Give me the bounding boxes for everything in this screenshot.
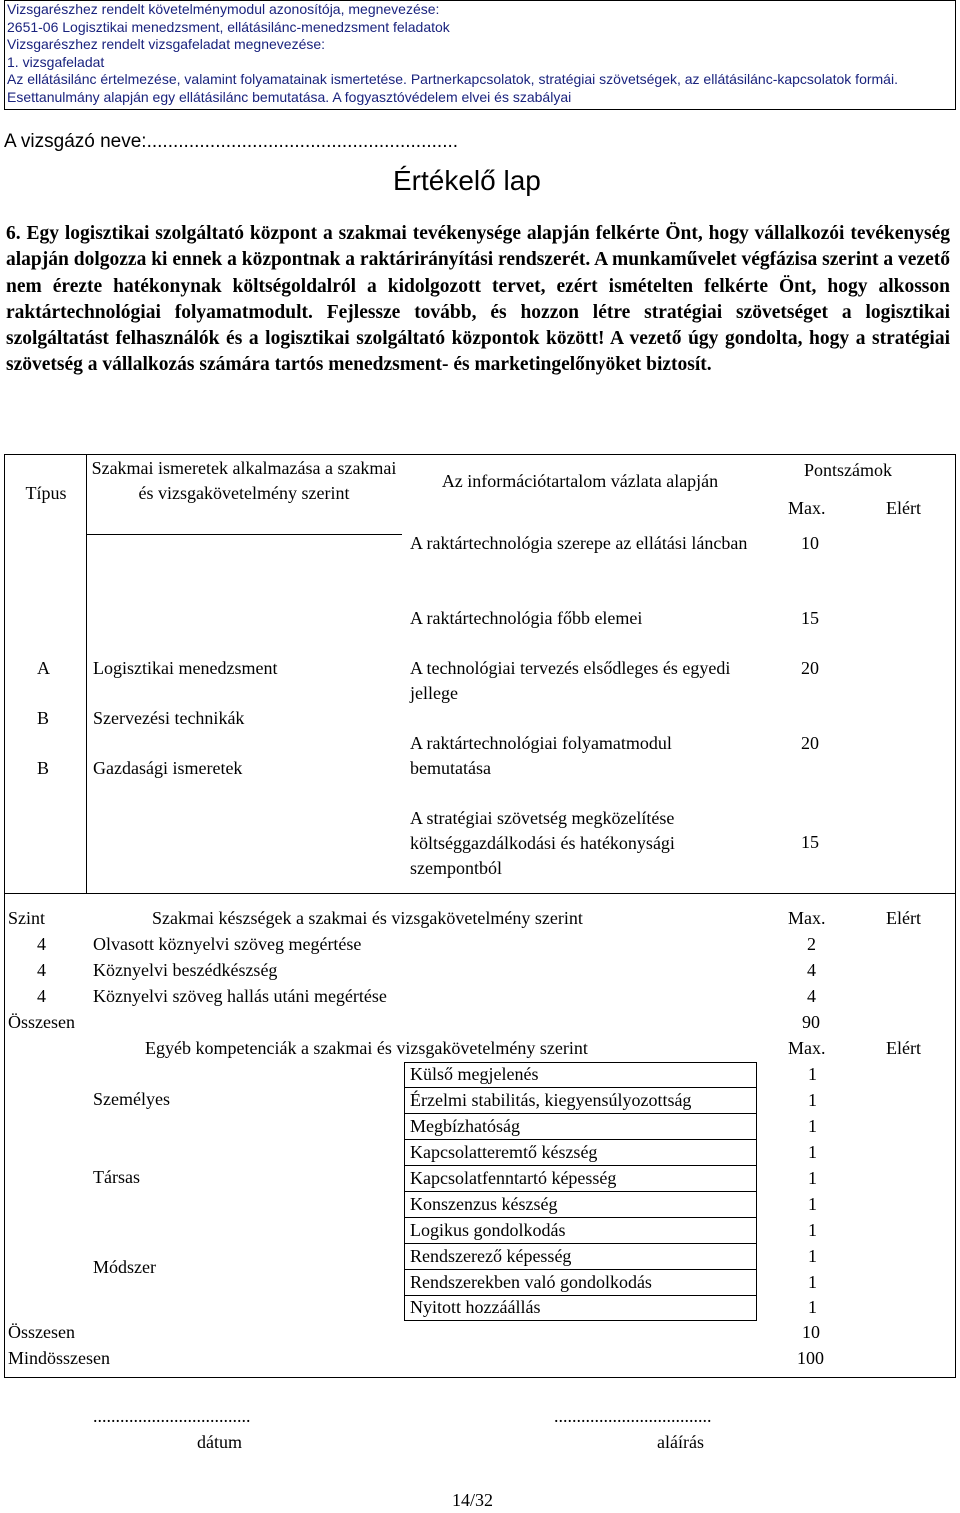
- competency-max: 1: [808, 1064, 817, 1084]
- group-name: Módszer: [93, 1257, 156, 1277]
- table-border-bottom: [4, 1377, 956, 1378]
- header-line: 2651-06 Logisztikai menedzsment, ellátásilánc-menedzsment feladatok: [7, 18, 450, 35]
- date-label: dátum: [197, 1432, 242, 1452]
- header-line: 1. vizsgafeladat: [7, 53, 105, 70]
- header-line: Esettanulmány alapján egy ellátásilánc bemutatása. A fogyasztóvédelem elvei és szabályai: [7, 88, 572, 105]
- outline-item: A raktártechnológiai folyamatmodul bemutatása: [410, 733, 672, 778]
- competency-max: 1: [808, 1194, 817, 1214]
- competency-max: 1: [808, 1142, 817, 1162]
- date-dots: ...................................: [93, 1406, 251, 1426]
- outline-max: 15: [801, 608, 819, 628]
- skills-total-value: 90: [802, 1012, 820, 1032]
- other-total-label: Összesen: [8, 1322, 75, 1342]
- grand-total-value: 100: [797, 1348, 824, 1368]
- signature-dots: ...................................: [554, 1406, 712, 1426]
- skill-level: 4: [37, 934, 46, 954]
- knowledge-cell: Szervezési technikák: [93, 708, 245, 728]
- section-divider: [4, 893, 956, 894]
- table-border-left: [4, 454, 5, 1378]
- group-name: Társas: [93, 1167, 140, 1187]
- column-header-points: Pontszámok: [804, 460, 892, 480]
- column-header-knowledge: Szakmai ismeretek alkalmazása a szakmai és vizsgakövetelmény szerint: [91, 458, 397, 503]
- task-description: 6. Egy logisztikai szolgáltató központ a szakmai tevékenysége alapján felkérte Önt, hogy vállalkozói tevékenység alapján dolgozza ki ennek a központnak a raktárirányítási rendszerét. A munkaművelet végfázisa szerint a vezető nem érezte hatékonynak költségoldalról a kidolgozott tervet, ezért ismételten felkérte Önt, hogy alkosson raktártechnológiai folyamatmodult. Fejlessze tovább, és hozzon létre stratégiai szövetséget a logisztikai szolgáltatást felhasználók és a logisztikai szolgáltató központok között! A vezető úgy gondolta, hogy a stratégiai szövetség a vállalkozás számára tartós menedzsment- és marketingelőnyöket biztosít.: [6, 223, 950, 376]
- competency-max: 1: [808, 1246, 817, 1266]
- outline-item: A raktártechnológia szerepe az ellátási láncban: [410, 533, 748, 553]
- competency-item: Logikus gondolkodás: [410, 1220, 566, 1240]
- skills-total-label: Összesen: [8, 1012, 75, 1032]
- competency-item: Nyitott hozzáállás: [410, 1297, 541, 1317]
- page-title: Értékelő lap: [393, 165, 541, 196]
- skill-name: Köznyelvi szöveg hallás utáni megértése: [93, 986, 387, 1006]
- outline-max: 20: [801, 658, 819, 678]
- group-name: Személyes: [93, 1089, 170, 1109]
- other-header-achieved: Elért: [886, 1038, 921, 1058]
- skills-header-level: Szint: [8, 908, 46, 928]
- table-border-top: [4, 454, 956, 455]
- competency-item: Kapcsolatfenntartó képesség: [410, 1168, 617, 1188]
- skill-name: Olvasott köznyelvi szöveg megértése: [93, 934, 362, 954]
- type-cell: A: [37, 658, 50, 678]
- type-cell: B: [37, 758, 50, 778]
- table-border-right: [955, 454, 956, 1378]
- competency-max: 1: [808, 1168, 817, 1188]
- column-header-achieved: Elért: [886, 498, 921, 518]
- skills-header-achieved: Elért: [886, 908, 921, 928]
- column-header-type: Típus: [25, 483, 67, 503]
- skill-max: 4: [807, 960, 816, 980]
- header-line: Az ellátásilánc értelmezése, valamint folyamatainak ismertetése. Partnerkapcsolatok, stratégiai szövetségek, az ellátásilánc-kapcsolatok formái.: [7, 71, 898, 88]
- type-cell: B: [37, 708, 50, 728]
- header-underline: [86, 534, 402, 535]
- competency-item: Külső megjelenés: [410, 1064, 539, 1084]
- header-line: Vizsgarészhez rendelt követelménymodul azonosítója, megnevezése:: [7, 1, 440, 17]
- outline-item: A technológiai tervezés elsődleges és egyedi jellege: [410, 658, 731, 703]
- outline-max: 10: [801, 533, 819, 553]
- signature-label: aláírás: [657, 1432, 704, 1452]
- page-number: 14/32: [452, 1490, 494, 1510]
- column-header-max: Max.: [788, 498, 826, 518]
- competency-item: Konszenzus készség: [410, 1194, 558, 1214]
- competency-max: 1: [808, 1297, 817, 1317]
- outline-max: 15: [801, 832, 819, 852]
- competency-max: 1: [808, 1090, 817, 1110]
- skills-header-max: Max.: [788, 908, 826, 928]
- competency-item: Rendszerező képesség: [410, 1246, 572, 1266]
- header-line: Vizsgarészhez rendelt vizsgafeladat megnevezése:: [7, 36, 326, 53]
- other-competencies-title: Egyéb kompetenciák a szakmai és vizsgakövetelmény szerint: [145, 1038, 588, 1058]
- skill-name: Köznyelvi beszédkészség: [93, 960, 278, 980]
- outline-max: 20: [801, 733, 819, 753]
- other-header-max: Max.: [788, 1038, 826, 1058]
- skill-level: 4: [37, 986, 46, 1006]
- grand-total-label: Mindösszesen: [8, 1348, 110, 1368]
- other-total-value: 10: [802, 1322, 820, 1342]
- outline-item: A stratégiai szövetség megközelítése költséggazdálkodási és hatékonysági szempontból: [410, 808, 675, 878]
- skill-level: 4: [37, 960, 46, 980]
- candidate-name-label: A vizsgázó neve:...........................................................: [4, 131, 459, 152]
- skills-header-title: Szakmai készségek a szakmai és vizsgakövetelmény szerint: [152, 908, 583, 928]
- competency-item: Rendszerekben való gondolkodás: [410, 1272, 652, 1292]
- competency-item: Érzelmi stabilitás, kiegyensúlyozottság: [410, 1090, 692, 1110]
- item-row-line: [404, 1320, 757, 1321]
- competency-item: Kapcsolatteremtő készség: [410, 1142, 598, 1162]
- competency-item: Megbízhatóság: [410, 1116, 520, 1136]
- knowledge-cell: Logisztikai menedzsment: [93, 658, 278, 678]
- module-header: [4, 0, 956, 110]
- skill-max: 2: [807, 934, 816, 954]
- competency-max: 1: [808, 1220, 817, 1240]
- column-header-outline: Az információtartalom vázlata alapján: [441, 471, 719, 491]
- column-divider: [86, 454, 87, 893]
- competency-max: 1: [808, 1272, 817, 1292]
- outline-item: A raktártechnológia főbb elemei: [410, 608, 643, 628]
- knowledge-cell: Gazdasági ismeretek: [93, 758, 243, 778]
- skill-max: 4: [807, 986, 816, 1006]
- competency-max: 1: [808, 1116, 817, 1136]
